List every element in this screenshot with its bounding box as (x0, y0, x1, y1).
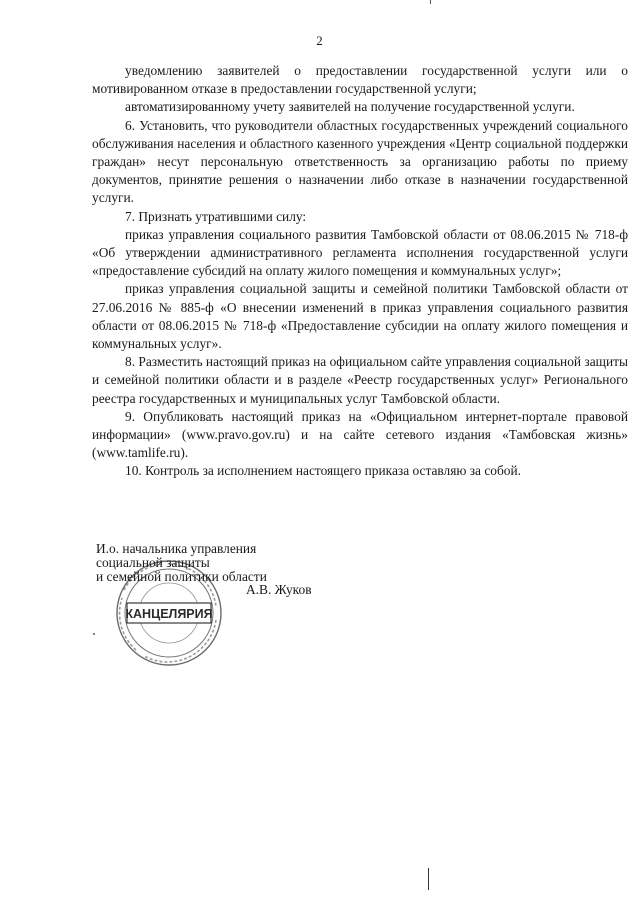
paragraph-item-8: 8. Разместить настоящий приказ на официальном сайте управления социальной защиты и семейной политики области и в разделе «Реестр государственных услуг» Регионального реестра государственных и муниципальных услуг Тамбовской области. (92, 354, 628, 406)
signer-title-line-3: и семейной политики области (96, 569, 267, 584)
signer-title-line-1: И.о. начальника управления (96, 541, 257, 556)
paragraph-item-9: 9. Опубликовать настоящий приказ на «Официальном интернет-портале правовой информации» (www.pravo.gov.ru) и на сайте сетевого издания «Тамбовская жизнь» (www.tamlife.ru). (92, 408, 628, 461)
page-number: 2 (316, 33, 323, 48)
paragraph-notification: уведомлению заявителей о предоставлении государственной услуги или о мотивированном отказе в предоставлении государственной услуги; (92, 63, 628, 97)
paragraph-item-6: 6. Установить, что руководители областных государственных учреждений социального обслуживания населения и областного казенного учреждения «Центр социальной поддержки граждан» несут персональную ответственность за организацию работы по приему документов, принятие решения о назначении либо отказе в назначении государственной услуги. (92, 117, 628, 206)
paragraph-item-10: 10. Контроль за исполнением настоящего приказа оставляю за собой. (125, 463, 521, 479)
signature-block (96, 542, 267, 584)
document-body (92, 62, 628, 481)
paragraph-repealed-order-1: приказ управления социального развития Тамбовской области от 08.06.2015 № 718-ф «Об утверждении административного регламента исполнения государственной услуги «предоставление субсидий на оплату жилого помещения и коммунальных услуг»; (92, 226, 628, 279)
paragraph-accounting: автоматизированному учету заявителей на получение государственной услуги. (125, 99, 575, 115)
paragraph-item-7: 7. Признать утратившими силу: (125, 208, 307, 224)
scan-mark-top (430, 0, 431, 4)
paragraph-repealed-order-2: приказ управления социальной защиты и семейной политики Тамбовской области от 27.06.2016 № 885-ф «О внесении изменений в приказ управления социального развития области от 08.06.2015 № 718-ф «Предоставление субсидии на оплату жилого помещения и коммунальных услуг». (92, 281, 628, 352)
signer-name: А.В. Жуков (246, 582, 312, 597)
scan-mark-bottom (428, 868, 429, 890)
scan-speck (93, 633, 95, 635)
stamp-center-text: КАНЦЕЛЯРИЯ (125, 607, 213, 621)
signer-title-line-2: социальной защиты (96, 555, 210, 570)
